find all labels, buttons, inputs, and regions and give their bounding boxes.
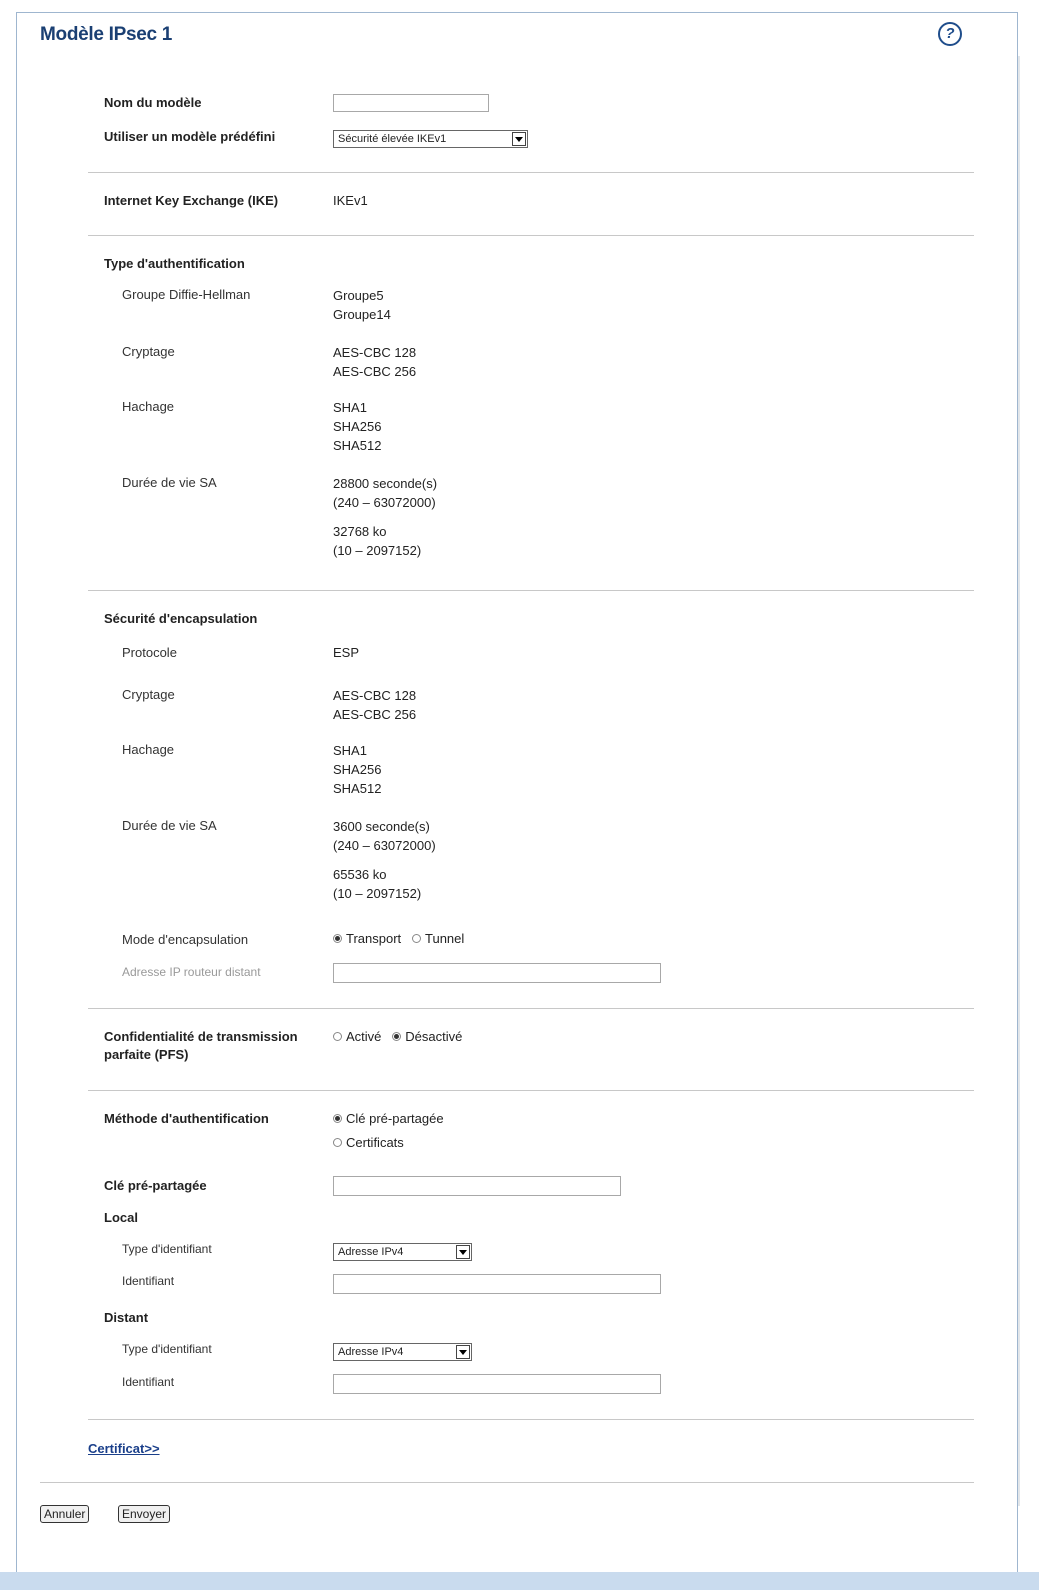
ike-label: Internet Key Exchange (IKE) (104, 193, 279, 208)
remote-ip-input[interactable] (333, 963, 661, 983)
template-name-input[interactable] (333, 94, 489, 112)
encap-encryption-label: Cryptage (122, 687, 175, 702)
divider (88, 172, 974, 173)
local-heading: Local (104, 1210, 138, 1225)
radio-pfs-on[interactable] (333, 1029, 381, 1044)
encap-hash-label: Hachage (122, 742, 175, 757)
radio-selected-icon (333, 934, 342, 943)
local-id-type-value: Adresse IPv4 (338, 1246, 404, 1258)
encap-sa-time: 3600 seconde(s) (333, 819, 430, 834)
divider (88, 1090, 974, 1091)
psk-label: Clé pré-partagée (104, 1178, 207, 1193)
radio-unselected-icon (333, 1138, 342, 1147)
pfs-radios (333, 1029, 462, 1044)
remote-ip-label: Adresse IP routeur distant (122, 965, 261, 979)
radio-unselected-icon (412, 934, 421, 943)
auth-hash-label: Hachage (122, 399, 175, 414)
page-title: Modèle IPsec 1 (40, 24, 173, 45)
radio-pfs-on-label: Activé (346, 1029, 382, 1044)
radio-transport[interactable] (333, 931, 401, 946)
local-id-label: Identifiant (122, 1274, 175, 1288)
auth-method-label: Méthode d'authentification (104, 1111, 269, 1126)
radio-tunnel[interactable] (412, 931, 464, 946)
predefined-template-value: Sécurité élevée IKEv1 (338, 133, 447, 145)
pfs-label-line2: parfaite (PFS) (104, 1047, 189, 1062)
auth-encryption-value-1: AES-CBC 128 (333, 345, 417, 360)
radio-certificates[interactable] (333, 1135, 404, 1150)
radio-psk-label: Clé pré-partagée (346, 1111, 444, 1126)
remote-id-label: Identifiant (122, 1375, 175, 1389)
radio-pfs-off-label: Désactivé (405, 1029, 463, 1044)
divider (88, 1008, 974, 1009)
ike-value: IKEv1 (333, 193, 368, 208)
chevron-down-icon (512, 132, 526, 146)
remote-id-type-label: Type d'identifiant (122, 1342, 212, 1356)
auth-sa-time: 28800 seconde(s) (333, 476, 438, 491)
encap-sa-lifetime-label: Durée de vie SA (122, 818, 217, 833)
help-icon[interactable]: ? (938, 22, 962, 46)
dh-group-value-1: Groupe5 (333, 288, 384, 303)
predefined-template-label: Utiliser un modèle prédéfini (104, 129, 276, 144)
encap-hash-value-1: SHA1 (333, 743, 367, 758)
auth-sa-size-range: (10 – 2097152) (333, 543, 422, 558)
auth-encryption-label: Cryptage (122, 344, 175, 359)
encap-hash-value-2: SHA256 (333, 762, 382, 777)
chevron-down-icon (456, 1245, 470, 1259)
encap-mode-label: Mode d'encapsulation (122, 932, 249, 947)
local-id-type-label: Type d'identifiant (122, 1242, 212, 1256)
radio-certificates-label: Certificats (346, 1135, 404, 1150)
auth-type-heading: Type d'authentification (104, 256, 245, 271)
auth-hash-value-1: SHA1 (333, 400, 367, 415)
psk-input[interactable] (333, 1176, 621, 1196)
local-id-input[interactable] (333, 1274, 661, 1294)
chevron-down-icon (456, 1345, 470, 1359)
encap-sa-size: 65536 ko (333, 867, 387, 882)
divider (40, 1482, 974, 1483)
remote-id-type-select[interactable] (333, 1343, 472, 1361)
protocol-value: ESP (333, 645, 360, 660)
radio-selected-icon (333, 1114, 342, 1123)
auth-hash-value-2: SHA256 (333, 419, 382, 434)
dh-group-value-2: Groupe14 (333, 307, 391, 322)
encap-encryption-value-1: AES-CBC 128 (333, 688, 417, 703)
auth-sa-lifetime-label: Durée de vie SA (122, 475, 217, 490)
submit-button[interactable]: Envoyer (118, 1505, 170, 1523)
auth-sa-size: 32768 ko (333, 524, 387, 539)
divider (88, 1419, 974, 1420)
remote-heading: Distant (104, 1310, 149, 1325)
remote-id-input[interactable] (333, 1374, 661, 1394)
dh-group-label: Groupe Diffie-Hellman (122, 287, 251, 302)
template-name-label: Nom du modèle (104, 95, 202, 110)
encap-mode-radios (333, 931, 464, 946)
bottom-bar (0, 1572, 1039, 1590)
radio-unselected-icon (333, 1032, 342, 1041)
encap-hash-value-3: SHA512 (333, 781, 382, 796)
encap-encryption-value-2: AES-CBC 256 (333, 707, 417, 722)
protocol-label: Protocole (122, 645, 177, 660)
predefined-template-select[interactable] (333, 130, 528, 148)
scrollbar-track[interactable] (1018, 56, 1020, 1506)
pfs-label (104, 1028, 298, 1064)
divider (88, 235, 974, 236)
radio-tunnel-label: Tunnel (425, 931, 465, 946)
auth-encryption-value-2: AES-CBC 256 (333, 364, 417, 379)
encap-heading: Sécurité d'encapsulation (104, 611, 258, 626)
pfs-label-line1: Confidentialité de transmission (104, 1029, 298, 1044)
encap-sa-size-range: (10 – 2097152) (333, 886, 422, 901)
radio-selected-icon (392, 1032, 401, 1041)
divider (88, 590, 974, 591)
local-id-type-select[interactable] (333, 1243, 472, 1261)
certificate-link[interactable]: Certificat>> (88, 1441, 160, 1456)
remote-id-type-value: Adresse IPv4 (338, 1346, 404, 1358)
radio-transport-label: Transport (346, 931, 402, 946)
radio-pfs-off[interactable] (392, 1029, 462, 1044)
auth-sa-time-range: (240 – 63072000) (333, 495, 436, 510)
radio-psk[interactable] (333, 1111, 444, 1126)
encap-sa-time-range: (240 – 63072000) (333, 838, 436, 853)
auth-hash-value-3: SHA512 (333, 438, 382, 453)
cancel-button[interactable]: Annuler (40, 1505, 89, 1523)
